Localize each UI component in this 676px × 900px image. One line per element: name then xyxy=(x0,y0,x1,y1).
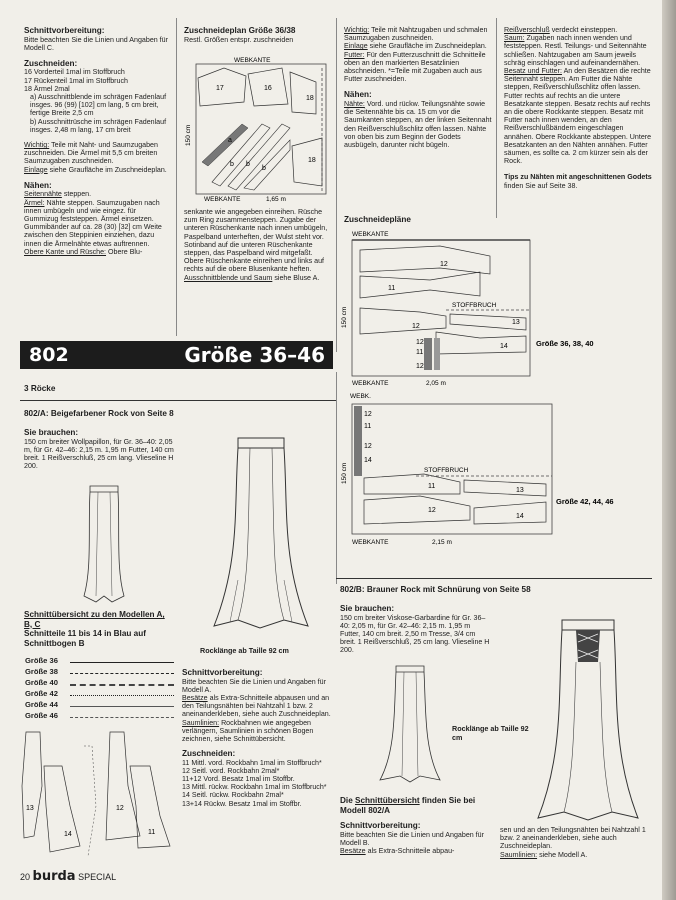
model-b-materials xyxy=(340,604,490,655)
page-gutter xyxy=(662,0,676,900)
model-number: 802 xyxy=(29,344,69,366)
overview-ref: Die xyxy=(340,796,353,805)
prep-heading: Schnittvorbereitung: xyxy=(340,821,421,830)
prep-label: Besätze xyxy=(182,693,208,702)
plan-piece-label: 11 xyxy=(388,285,396,292)
plans-title: Zuschneidepläne xyxy=(344,215,411,224)
cut-line: 17 Rückenteil 1mal im Stoffbruch xyxy=(24,76,128,85)
cut-heading: Zuschneiden: xyxy=(24,58,78,68)
plan-piece-label: b xyxy=(246,161,250,168)
text-body: Zugaben nach innen wenden und feststeppen. Restl. Teilungs- und Seitennähte schließen. Nahtzugaben am Saum jeweils schräg einschlagen und aufeinandernähen. xyxy=(504,34,647,67)
cut-heading: Zuschneiden: xyxy=(182,749,236,759)
end-text: siehe Modell A. xyxy=(539,850,588,859)
prep-heading: Schnittvorbereitung: xyxy=(182,668,263,677)
plan-piece-label: 12 xyxy=(428,507,436,514)
skirt-b-sketch-large xyxy=(528,612,648,832)
cutting-plan-size-36-40 xyxy=(340,228,650,390)
plan-piece-label: 13 xyxy=(516,487,524,494)
col1-text xyxy=(24,26,172,256)
rock-length-b: Rocklänge ab Taille 92 cm xyxy=(452,724,529,742)
cut-line-a: a) Ausschnittblende im schrägen Fadenlauf insges. 96 (99) [102] cm lang, 5 cm breit, fertige Breite 2,5 cm xyxy=(30,93,167,118)
pattern-number: 13 xyxy=(26,805,34,812)
plan-fold: STOFFBRUCH xyxy=(452,302,497,309)
plan-width: 150 cm xyxy=(185,124,192,146)
skirt-a-sketch-large xyxy=(196,430,326,640)
plan-selvage-label: WEBKANTE xyxy=(234,57,271,64)
plan-piece-label: 12 xyxy=(416,363,424,370)
end-text: sen und an den Teilungsnähten bei Nahtzahl 1 bzw. 2 aneinanderkleben, siehe auch Zuschneideplan. xyxy=(500,826,646,851)
pattern-number: 14 xyxy=(64,831,72,838)
plan-fold: STOFFBRUCH xyxy=(424,467,469,474)
size-legend-label: Größe 36 xyxy=(25,656,58,665)
plan-piece-label: 12 xyxy=(412,323,420,330)
cut-line: 11+12 Vord. Besatz 1mal im Stoffbr. xyxy=(182,775,295,784)
note-text: Teile mit Naht- und Saumzugaben zuschneiden. Die Ärmel mit 5,5 cm breiten Saumzugaben zuschneiden. xyxy=(24,141,158,166)
text-body: An den Besätzen die rechte Seitennaht steppen. Am Futter die Nähte steppen, Reißverschlußschlitz offen lassen. Futter rechts auf rechts an die untere Besatzkante steppen. Besatz rechts auf rechts an die obere Rockkante steppen. Besatz mit Futter nach innen wenden, an den Reißverschlußbändern eingeschlagen annähen. Obere Rockkante absteppen. Untere Besatzkanten an den Nähten annähen. Futter säumen, es sollte ca. 2 cm kürzer sein als der Rock. xyxy=(504,67,652,166)
size-legend-line xyxy=(70,706,174,707)
prep-text: Bitte beachten Sie die Linien und Angaben für Modell C. xyxy=(24,35,168,52)
plan-piece-label: 14 xyxy=(364,457,372,464)
plan-width: 150 cm xyxy=(341,462,348,484)
plan-piece-label: 12 xyxy=(440,261,448,268)
model-banner xyxy=(20,341,333,369)
model-subtitle: 3 Röcke xyxy=(24,384,56,393)
model-b-title: 802/B: Brauner Rock mit Schnürung von Seite 58 xyxy=(340,585,531,594)
plan-title: Zuschneideplan Größe 36/38 xyxy=(184,26,296,35)
link-label: Ausschnittblende und Saum xyxy=(184,273,273,282)
skirt-a-sketch-small xyxy=(70,478,140,618)
col2-text xyxy=(184,208,332,282)
model-sizes: Größe 36–46 xyxy=(184,343,325,367)
overview-ref: finden Sie bei Modell 802/A xyxy=(340,796,476,815)
col3-text xyxy=(344,26,492,149)
note-label: Wichtig: xyxy=(24,141,50,150)
need-heading: Sie brauchen: xyxy=(340,604,395,613)
sew-text: Obere Blu- xyxy=(108,247,143,256)
size-legend-label: Größe 40 xyxy=(25,678,58,687)
plan-piece-label: 18 xyxy=(306,95,314,102)
col2-header xyxy=(184,26,332,44)
size-legend-label: Größe 46 xyxy=(25,711,58,720)
plan-piece-label: b xyxy=(262,165,266,172)
cut-line: 18 Ärmel 2mal xyxy=(24,84,70,93)
plan-piece-label: 12 xyxy=(416,339,424,346)
text-label: Reißverschluß xyxy=(504,26,550,34)
link-text: siehe Bluse A. xyxy=(274,273,320,282)
sew-heading: Nähen: xyxy=(24,180,52,190)
size-legend-label: Größe 42 xyxy=(25,689,58,698)
prep-text: Bitte beachten Sie die Linien und Angaben für Modell B. xyxy=(340,830,484,847)
einlage-label: Einlage xyxy=(24,165,48,174)
plan-selvage-top: WEBK. xyxy=(350,393,371,400)
model-b-end xyxy=(500,826,650,859)
plan-length: 2,05 m xyxy=(426,380,446,387)
need-text: 150 cm breiter Viskose-Garbardine für Gr. 36–40: 2,05 m, für Gr. 42–46: 2,15 m. 1,95 m Futter, 140 cm breit. 2,50 m Tresse, 3/4 cm breit. 1 Reißverschluß, 25 cm lang. Vlieseline H 200. xyxy=(340,613,490,655)
prep-text: Bitte beachten Sie die Linien und Angaben für Modell A. xyxy=(182,677,326,694)
overview-ref-link: Schnittübersicht xyxy=(355,796,420,805)
sew-text: Nähte steppen. Saumzugaben nach innen umbügeln und wie eingez. für Gummizug feststeppen. Ärmel einsetzen. Gummibänder auf ca. 28 (30) [32] cm Weite zwischen den Steppinien einziehen, dazu innen die Ärmelnähte etwas auftrennen. xyxy=(24,198,162,248)
col4-text xyxy=(504,26,654,190)
sew-label: Obere Kante und Rüsche: xyxy=(24,247,107,256)
text-label: Saum: xyxy=(504,34,525,43)
pattern-number: 12 xyxy=(116,805,124,812)
overview-title: Schnittübersicht zu den Modellen A, B, C xyxy=(24,610,165,629)
prep-text: als Extra-Schnitteile abpausen und an den Teilungsnähten bei Nahtzahl 1 bzw. 2 aneinanderkleben, siehe auch Zuschneideplan. xyxy=(182,693,331,719)
note-label: Wichtig: xyxy=(344,26,370,34)
sew-text: steppen. xyxy=(63,190,92,199)
column-divider xyxy=(176,18,177,336)
section-rule xyxy=(20,400,336,401)
brand-logo: burda xyxy=(32,869,76,884)
plan-sizes: Größe 36, 38, 40 xyxy=(536,339,594,348)
need-heading: Sie brauchen: xyxy=(24,428,79,437)
cutting-plan-blouse xyxy=(184,54,332,204)
rock-length-a: Rocklänge ab Taille 92 cm xyxy=(200,646,289,655)
sew-label: Seitennähte xyxy=(24,190,62,199)
section-rule xyxy=(336,578,652,579)
text-label: Besatz und Futter: xyxy=(504,67,562,76)
cut-line-b: b) Ausschnittrüsche im schrägen Fadenlauf insges. 2,48 m lang, 17 cm breit xyxy=(30,117,167,134)
plan-length: 2,15 m xyxy=(432,539,452,546)
model-a-materials xyxy=(24,428,174,470)
size-legend-line xyxy=(70,717,174,718)
prep-heading: Schnittvorbereitung: xyxy=(24,26,105,35)
plan-piece-label: 11 xyxy=(428,483,436,490)
sheet-title: Schnitteile 11 bis 14 in Blau auf Schnittbogen B xyxy=(24,629,146,648)
cut-line: 14 Seitl. rückw. Rockbahn 2mal* xyxy=(182,791,284,800)
cutting-plan-size-42-46 xyxy=(340,390,650,550)
skirt-b-sketch-small xyxy=(370,660,450,790)
column-divider xyxy=(336,372,337,584)
end-label: Saumlinien: xyxy=(500,850,538,859)
plan-sizes: Größe 42, 44, 46 xyxy=(556,497,614,506)
plan-selvage-bottom: WEBKANTE xyxy=(352,380,389,387)
plan-length: 1,65 m xyxy=(266,196,286,203)
plan-piece-label: 12 xyxy=(364,411,372,418)
sew-label: Nähte: xyxy=(344,99,365,108)
brand-special: SPECIAL xyxy=(78,872,117,882)
size-legend-line xyxy=(70,684,174,686)
plan-piece-label: 11 xyxy=(364,423,372,430)
model-b-prep xyxy=(340,796,490,855)
einlage-label: Einlage xyxy=(344,42,368,51)
plan-selvage-bottom: WEBKANTE xyxy=(352,539,389,546)
overview-block xyxy=(24,610,174,648)
text-body: verdeckt einsteppen. xyxy=(551,26,618,34)
plan-piece-label: 14 xyxy=(516,513,524,520)
size-legend-line xyxy=(70,673,174,674)
prep-text: Rockbahnen wie angegeben verlängern, Saumlinien in schönen Bogen zeichnen, siehe Schnittübersicht. xyxy=(182,718,314,743)
cut-line: 13 Mittl. rückw. Rockbahn 1mal im Stoffbruch* xyxy=(182,783,327,792)
prep-text: als Extra-Schnitteile abpau- xyxy=(367,846,455,855)
tips-label: Tips zu Nähten mit angeschnittenen Godets xyxy=(504,173,652,182)
einlage-text: siehe Graufläche im Zuschneideplan. xyxy=(369,42,487,51)
size-legend-label: Größe 44 xyxy=(25,700,58,709)
plan-piece-label: 18 xyxy=(308,157,316,164)
tips-text: finden Sie auf Seite 38. xyxy=(504,181,578,190)
plan-width: 150 cm xyxy=(341,306,348,328)
sew-label: Ärmel: xyxy=(24,198,45,207)
plan-piece-label: 11 xyxy=(416,349,424,356)
prep-label: Saumlinien: xyxy=(182,718,220,727)
prep-label: Besätze xyxy=(340,846,366,855)
plan-piece-label: 17 xyxy=(216,85,224,92)
page-footer xyxy=(20,869,116,884)
plan-piece-label: b xyxy=(230,161,234,168)
sew-text: Vord. und rückw. Teilungsnähte sowie die Seitennähte bis ca. 15 cm vor die Saumkanten steppen, an der linken Seitennaht den Reißverschlußschlitz offen lassen. Nähte von oben bis zum Beginn der Godets ausbügeln, darunter nicht bügeln. xyxy=(344,99,492,149)
pattern-number: 11 xyxy=(148,829,156,836)
plan-piece-label: a xyxy=(228,137,232,144)
plan-piece-label: 16 xyxy=(264,85,272,92)
page-number: 20 xyxy=(20,872,31,882)
column-divider xyxy=(336,18,337,352)
size-legend-line xyxy=(70,695,174,696)
column-divider xyxy=(496,18,497,218)
plan-piece-label: 13 xyxy=(512,319,520,326)
cut-line: 11 Mittl. vord. Rockbahn 1mal im Stoffbruch* xyxy=(182,758,322,767)
plan-selvage: WEBKANTE xyxy=(352,231,389,238)
plan-selvage-bottom: WEBKANTE xyxy=(204,196,241,203)
size-legend-label: Größe 38 xyxy=(25,667,58,676)
blouse-text: senkante wie angegeben einreihen. Rüsche zum Ring zusammensteppen. Zugabe der unteren Rüschenkante nach innen umbügeln, Paspelband unterheften, der Wulst steht vor. Sotinband auf die unteren Rüschenkante steppen, das Paspelband wird mitgefaßt. Obere Rüschenkante einreihen und links auf rechts auf die obere Blusenkante heften. xyxy=(184,208,328,274)
futter-text: Für den Futterzuschnitt die Schnitteile oben an den markierten Besatzlinien abschneiden. *=Teile mit Zugaben auch aus Futter zuschneiden. xyxy=(344,50,486,84)
einlage-text: siehe Graufläche im Zuschneideplan. xyxy=(49,165,167,174)
plan-piece-label: 12 xyxy=(364,443,372,450)
model-a-prep xyxy=(182,668,332,808)
cut-line: 13+14 Rückw. Besatz 1mal im Stoffbr. xyxy=(182,799,302,808)
pattern-overview-drawing xyxy=(20,726,180,864)
plan-piece-label: 14 xyxy=(500,343,508,350)
model-a-title: 802/A: Beigefarbener Rock von Seite 8 xyxy=(24,409,174,418)
note-text: Teile mit Nahtzugaben und schmalen Saumzugaben zuschneiden. xyxy=(344,26,488,43)
cut-line: 16 Vorderteil 1mal im Stoffbruch xyxy=(24,68,125,77)
sew-heading: Nähen: xyxy=(344,90,372,100)
cut-line: 12 Seitl. vord. Rockbahn 2mal* xyxy=(182,766,280,775)
size-legend-line xyxy=(70,662,174,663)
plan-subtitle: Restl. Größen entspr. zuschneiden xyxy=(184,35,294,44)
futter-label: Futter: xyxy=(344,50,365,59)
need-text: 150 cm breiter Wollpapillon, für Gr. 36–40: 2,05 m, für Gr. 42–46: 2,15 m. 1,95 m Futter, 140 cm breit. 1 Reißverschluß, 25 cm lang. Vlieseline H 200. xyxy=(24,437,174,471)
